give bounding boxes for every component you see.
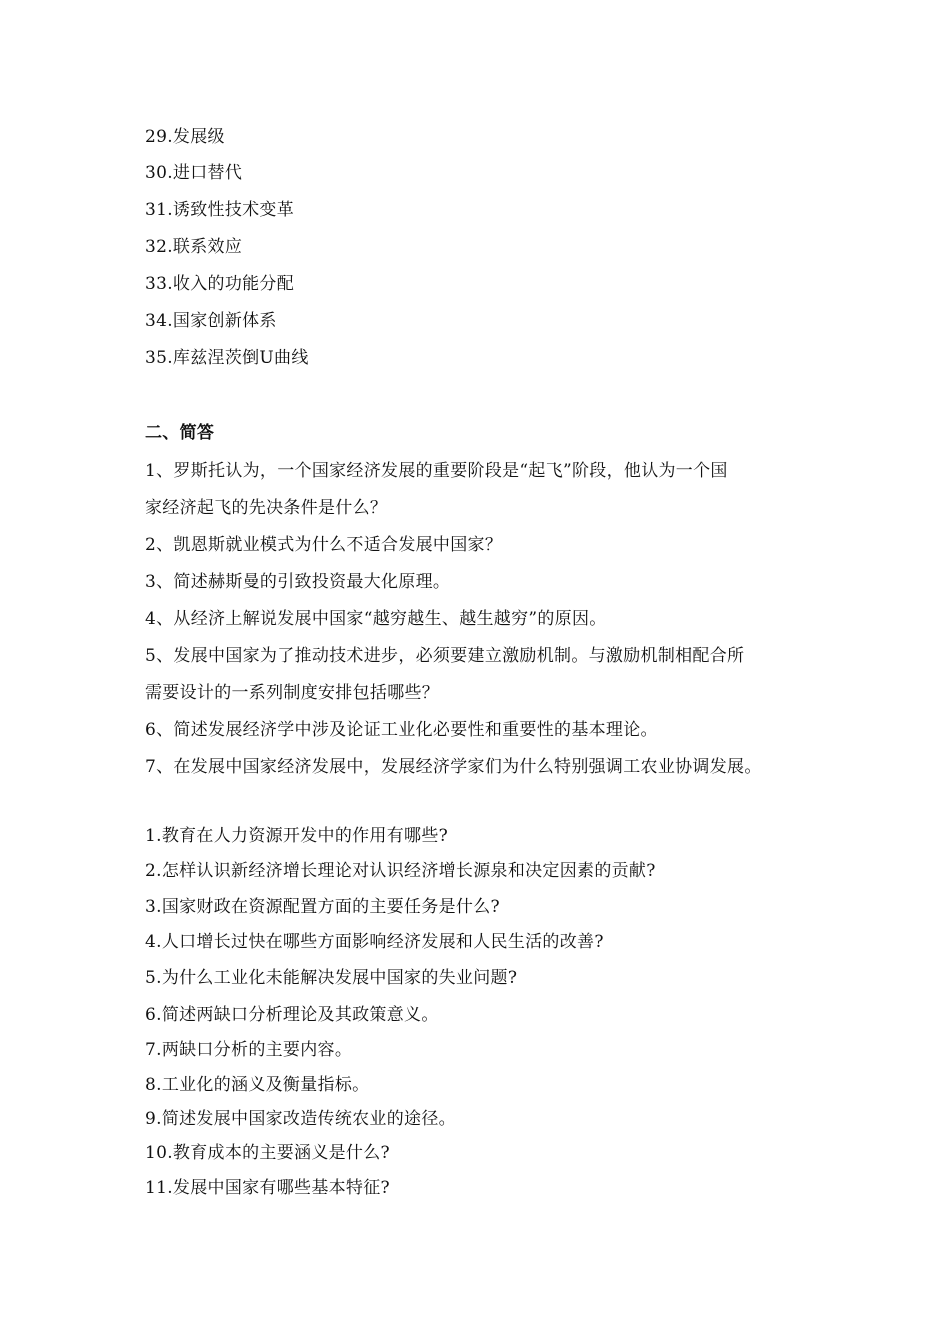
question-4: 4、从经济上解说发展中国家“越穷越生、越生越穷”的原因。	[145, 609, 607, 629]
question-2: 2、凯恩斯就业模式为什么不适合发展中国家？	[145, 535, 503, 555]
term-29: 29.发展级	[145, 127, 225, 147]
term-32: 32.联系效应	[145, 237, 243, 257]
question-b10: 10.教育成本的主要涵义是什么?	[145, 1143, 390, 1163]
term-30: 30.进口替代	[145, 163, 243, 183]
term-31: 31.诱致性技术变革	[145, 200, 295, 220]
question-b6: 6.简述两缺口分析理论及其政策意义。	[145, 1005, 439, 1025]
question-5-line-1: 5、发展中国家为了推动技术进步，必须要建立激励机制。与激励机制相配合所	[145, 646, 745, 666]
question-b1: 1.教育在人力资源开发中的作用有哪些?	[145, 826, 449, 846]
question-b9: 9.简述发展中国家改造传统农业的途径。	[145, 1109, 456, 1129]
term-35: 35.库兹涅茨倒U曲线	[145, 348, 309, 368]
question-7: 7、在发展中国家经济发展中，发展经济学家们为什么特别强调工农业协调发展。	[145, 757, 762, 777]
question-1-line-2: 家经济起飞的先决条件是什么？	[145, 498, 388, 518]
question-6: 6、简述发展经济学中涉及论证工业化必要性和重要性的基本理论。	[145, 720, 658, 740]
question-b3: 3.国家财政在资源配置方面的主要任务是什么?	[145, 897, 500, 917]
question-b5: 5.为什么工业化未能解决发展中国家的失业问题?	[145, 968, 518, 988]
term-33: 33.收入的功能分配	[145, 274, 295, 294]
question-b2: 2.怎样认识新经济增长理论对认识经济增长源泉和决定因素的贡献?	[145, 861, 656, 881]
question-b4: 4.人口增长过快在哪些方面影响经济发展和人民生活的改善?	[145, 932, 604, 952]
term-34: 34.国家创新体系	[145, 311, 277, 331]
question-b8: 8.工业化的涵义及衡量指标。	[145, 1075, 370, 1095]
question-5-line-2: 需要设计的一系列制度安排包括哪些？	[145, 683, 440, 703]
question-b7: 7.两缺口分析的主要内容。	[145, 1040, 353, 1060]
question-b11: 11.发展中国家有哪些基本特征?	[145, 1178, 390, 1198]
section-heading-short-answer: 二、简答	[145, 423, 215, 443]
question-3: 3、简述赫斯曼的引致投资最大化原理。	[145, 572, 451, 592]
question-1-line-1: 1、罗斯托认为，一个国家经济发展的重要阶段是“起飞”阶段，他认为一个国	[145, 461, 728, 481]
